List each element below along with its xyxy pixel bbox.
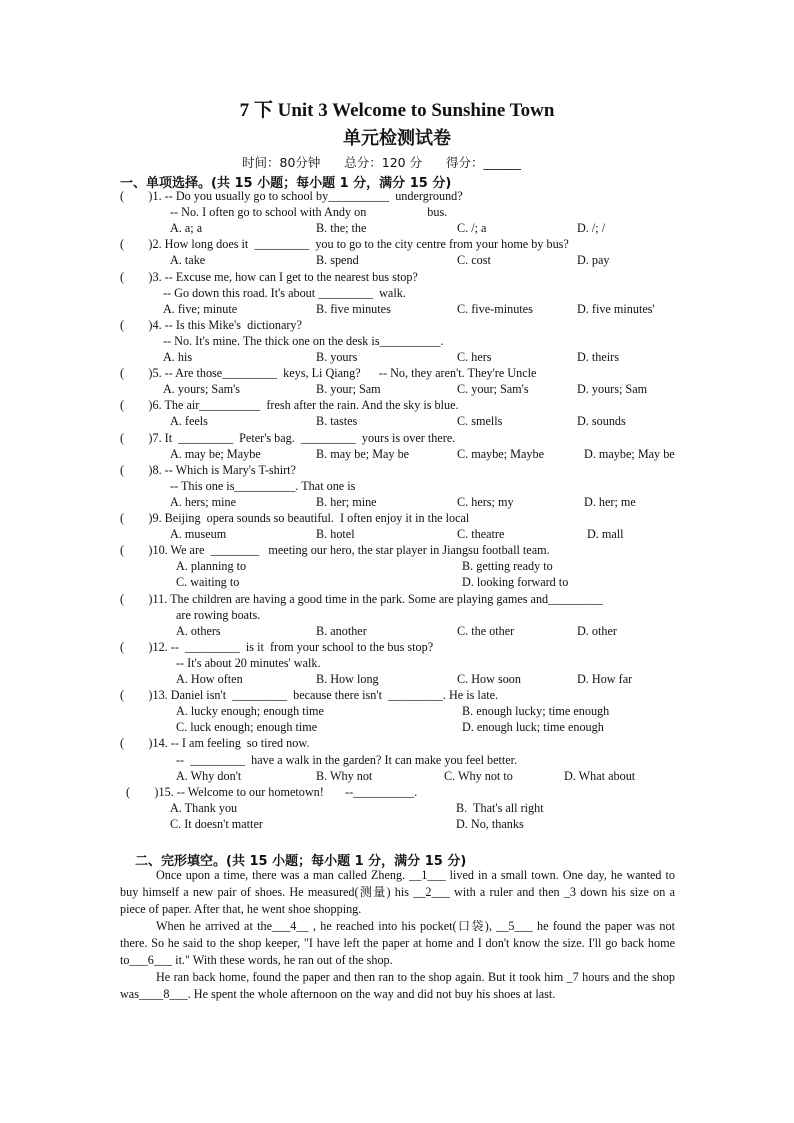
page-subtitle: 单元检测试卷 bbox=[343, 128, 451, 148]
answer-option: B. getting ready to bbox=[462, 559, 553, 574]
answer-option: A. take bbox=[170, 253, 206, 268]
question-stem: ( )14. -- I am feeling so tired now. bbox=[120, 736, 310, 751]
answer-option: C. theatre bbox=[457, 527, 505, 542]
time-label: 时间：80分钟 bbox=[242, 155, 321, 170]
answer-option: B. her; mine bbox=[316, 494, 377, 509]
total-label: 总分：120 分 bbox=[344, 155, 423, 170]
answer-option: D. /; / bbox=[577, 221, 606, 236]
question-stem: ( )15. -- Welcome to our hometown! --__________. bbox=[126, 784, 418, 799]
answer-option: D. enough luck; time enough bbox=[462, 720, 604, 735]
answer-option: B. spend bbox=[316, 253, 359, 268]
answer-option: C. luck enough; enough time bbox=[176, 720, 318, 735]
answer-option: D. No, thanks bbox=[456, 816, 524, 831]
answer-option: D. looking forward to bbox=[462, 575, 569, 590]
cloze-paragraph-3: He ran back home, found the paper and then ran to the shop again. But it took him _7 hours and the shop was____8___. He spent the whole afternoon on the way and did not buy his shoes at last. bbox=[120, 970, 675, 1001]
answer-option: C. your; Sam's bbox=[457, 382, 529, 397]
answer-option: A. a; a bbox=[170, 221, 203, 236]
answer-option: C. /; a bbox=[457, 221, 487, 236]
answer-option: D. sounds bbox=[577, 414, 626, 429]
question-continuation: -- No. I often go to school with Andy on bus. bbox=[170, 205, 448, 220]
question-stem: ( )11. The children are having a good time in the park. Some are playing games and_________ bbox=[120, 591, 603, 606]
question-continuation: -- This one is__________. That one is bbox=[170, 478, 356, 493]
section1-heading: 一、单项选择。(共 15 小题；每小题 1 分，满分 15 分) bbox=[120, 176, 452, 191]
answer-option: C. cost bbox=[457, 253, 491, 268]
answer-option: C. Why not to bbox=[444, 768, 513, 783]
answer-option: D. five minutes' bbox=[577, 301, 655, 316]
question-continuation: -- It's about 20 minutes' walk. bbox=[176, 655, 321, 670]
question-stem: ( )13. Daniel isn't _________ because there isn't _________. He is late. bbox=[120, 688, 499, 703]
answer-option: D. theirs bbox=[577, 350, 619, 364]
section2-heading: 二、完形填空。(共 15 小题；每小题 1 分，满分 15 分) bbox=[135, 854, 467, 869]
answer-option: A. Why don't bbox=[176, 768, 242, 783]
answer-option: A. planning to bbox=[176, 559, 247, 574]
answer-option: D. mall bbox=[587, 527, 624, 542]
question-stem: ( )4. -- Is this Mike's dictionary? bbox=[120, 317, 302, 332]
answer-option: A. yours; Sam's bbox=[163, 382, 241, 397]
answer-option: C. smells bbox=[457, 414, 503, 429]
question-stem: ( )10. We are ________ meeting our hero, the star player in Jiangsu football team. bbox=[120, 543, 550, 558]
question-stem: ( )7. It _________ Peter's bag. _________ yours is over there. bbox=[120, 430, 456, 445]
answer-option: B. five minutes bbox=[316, 301, 391, 316]
score-label: 得分：______ bbox=[445, 155, 521, 170]
question-continuation: are rowing boats. bbox=[176, 607, 261, 622]
question-stem: ( )9. Beijing opera sounds so beautiful. I often enjoy it in the local bbox=[120, 511, 470, 525]
answer-option: D. her; me bbox=[584, 494, 636, 509]
answer-option: D. pay bbox=[577, 253, 610, 268]
answer-option: B. another bbox=[316, 623, 367, 638]
question-stem: ( )2. How long does it _________ you to go to the city centre from your home by bus? bbox=[120, 237, 569, 252]
answer-option: B. enough lucky; time enough bbox=[462, 704, 610, 719]
answer-option: A. feels bbox=[170, 414, 208, 429]
answer-option: A. lucky enough; enough time bbox=[176, 704, 324, 719]
answer-option: C. hers bbox=[457, 350, 492, 364]
question-stem: ( )6. The air__________ fresh after the rain. And the sky is blue. bbox=[120, 398, 459, 413]
answer-option: D. yours; Sam bbox=[577, 382, 648, 397]
question-continuation: -- _________ have a walk in the garden? It can make you feel better. bbox=[176, 752, 518, 767]
cloze-paragraph-2: When he arrived at the___4__ , he reached into his pocket(口袋), __5___ he found the paper was not there. So he said to the shop keeper, "I have left the paper at home and I don't know the size. I'll go back home to___6___ it." With these words, he ran out of the shop. bbox=[120, 919, 675, 967]
answer-option: A. Thank you bbox=[170, 800, 238, 815]
answer-option: C. maybe; Maybe bbox=[457, 446, 544, 461]
answer-option: A. How often bbox=[176, 672, 243, 686]
answer-option: C. It doesn't matter bbox=[170, 816, 263, 831]
answer-option: D. maybe; May be bbox=[584, 446, 675, 461]
answer-option: A. may be; Maybe bbox=[170, 446, 261, 461]
exam-meta bbox=[242, 153, 521, 171]
answer-option: C. hers; my bbox=[457, 494, 514, 509]
answer-option: C. the other bbox=[457, 623, 515, 638]
cloze-paragraph-1: Once upon a time, there was a man called Zheng. __1___ lived in a small town. One day, he wanted to buy himself a new pair of shoes. He measured(测量) his __2___ with a ruler and then _3 down his size on a piece of paper. After that, he went shoe shopping. bbox=[120, 868, 675, 916]
answer-option: A. five; minute bbox=[163, 301, 238, 316]
answer-option: B. the; the bbox=[316, 221, 367, 236]
answer-option: A. his bbox=[163, 350, 193, 364]
answer-option: A. hers; mine bbox=[170, 494, 237, 509]
question-stem: ( )5. -- Are those_________ keys, Li Qiang? -- No, they aren't. They're Uncle bbox=[120, 366, 537, 381]
answer-option: B. That's all right bbox=[456, 800, 544, 815]
question-stem: ( )8. -- Which is Mary's T-shirt? bbox=[120, 462, 296, 477]
question-stem: ( )12. -- _________ is it from your school to the bus stop? bbox=[120, 639, 434, 654]
answer-option: B. Why not bbox=[316, 768, 373, 783]
answer-option: D. How far bbox=[577, 672, 633, 686]
answer-option: C. waiting to bbox=[176, 575, 240, 590]
question-stem: ( )1. -- Do you usually go to school by__________ underground? bbox=[120, 189, 463, 203]
answer-option: B. tastes bbox=[316, 414, 358, 429]
question-stem: ( )3. -- Excuse me, how can I get to the nearest bus stop? bbox=[120, 269, 418, 284]
answer-option: C. How soon bbox=[457, 672, 521, 686]
answer-option: B. your; Sam bbox=[316, 382, 381, 397]
answer-option: D. other bbox=[577, 623, 617, 638]
answer-option: A. others bbox=[176, 623, 221, 638]
answer-option: A. museum bbox=[170, 527, 227, 542]
answer-option: B. hotel bbox=[316, 527, 355, 542]
question-continuation: -- Go down this road. It's about _________ walk. bbox=[163, 285, 406, 300]
page-title: 7 下 Unit 3 Welcome to Sunshine Town bbox=[239, 100, 555, 121]
answer-option: D. What about bbox=[564, 768, 636, 783]
answer-option: B. yours bbox=[316, 350, 358, 364]
answer-option: B. How long bbox=[316, 672, 379, 686]
question-continuation: -- No. It's mine. The thick one on the desk is__________. bbox=[163, 333, 444, 348]
answer-option: C. five-minutes bbox=[457, 301, 533, 316]
answer-option: B. may be; May be bbox=[316, 446, 410, 461]
